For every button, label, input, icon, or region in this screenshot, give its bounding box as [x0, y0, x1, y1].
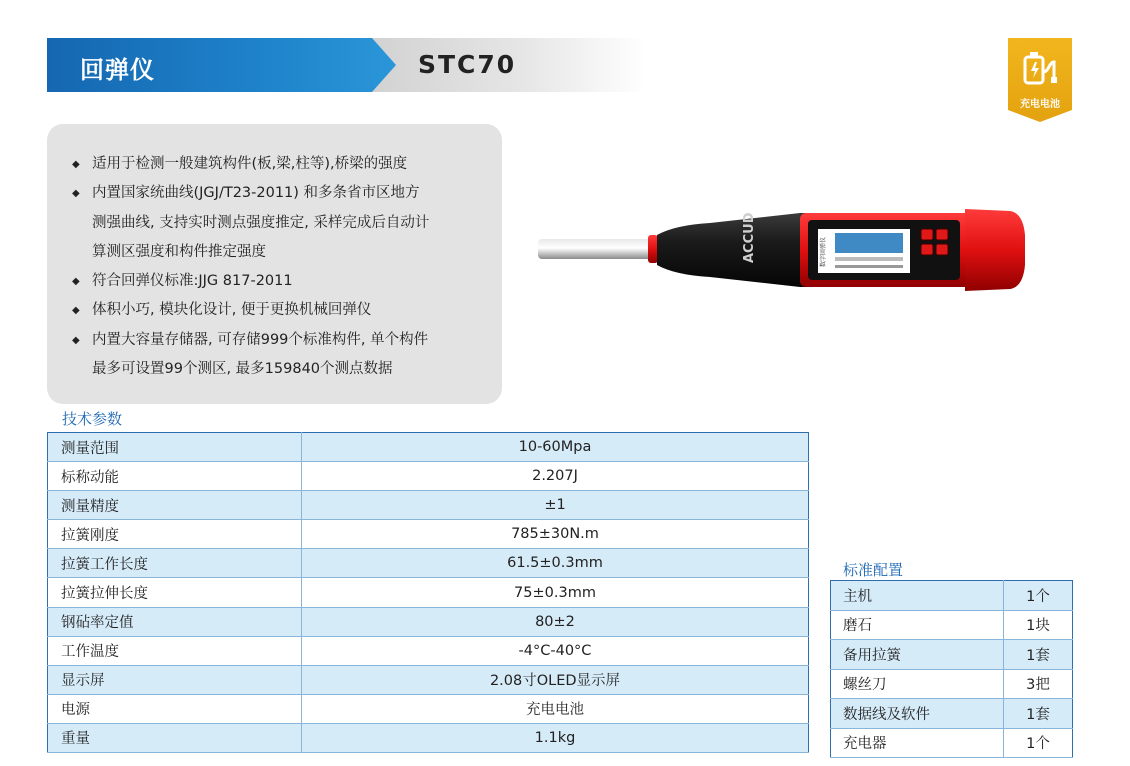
table-row: [48, 462, 809, 491]
table-row: [48, 549, 809, 578]
brand-logo: ACCUD: [742, 212, 757, 263]
row-value: ±1: [302, 491, 809, 520]
row-label: 拉簧刚度: [48, 520, 302, 549]
row-value: 1套: [1004, 699, 1073, 729]
row-value: 1套: [1004, 640, 1073, 670]
specs-heading: 技术参数: [62, 410, 123, 428]
table-row: [48, 433, 809, 462]
table-row: [48, 665, 809, 694]
row-label: 电源: [48, 694, 302, 723]
row-value: 2.08寸OLED显示屏: [302, 665, 809, 694]
row-value: 1个: [1004, 728, 1073, 758]
feature-item: ◆ 适用于检测一般建筑构件(板,梁,柱等),桥梁的强度: [72, 150, 492, 179]
row-value: 61.5±0.3mm: [302, 549, 809, 578]
row-label: 重量: [48, 723, 302, 752]
specs-table: [47, 432, 809, 753]
table-row: [48, 578, 809, 607]
rebound-hammer-image: [535, 205, 1030, 295]
table-row: [48, 723, 809, 752]
table-row: [48, 520, 809, 549]
row-label: 显示屏: [48, 665, 302, 694]
row-value: 2.207J: [302, 462, 809, 491]
row-label: 拉簧拉伸长度: [48, 578, 302, 607]
table-row: [831, 699, 1073, 729]
table-row: [48, 694, 809, 723]
standard-table: [830, 580, 1073, 758]
row-value: 80±2: [302, 607, 809, 636]
standard-heading: 标准配置: [843, 561, 904, 579]
table-row: [831, 640, 1073, 670]
row-label: 主机: [831, 581, 1004, 611]
row-value: 10-60Mpa: [302, 433, 809, 462]
feature-item-continued: 最多可设置99个测区, 最多159840个测点数据: [92, 361, 393, 378]
row-label: 磨石: [831, 610, 1004, 640]
row-label: 测量精度: [48, 491, 302, 520]
row-label: 测量范围: [48, 433, 302, 462]
feature-item-continued: 算测区强度和构件推定强度: [92, 243, 266, 260]
row-label: 备用拉簧: [831, 640, 1004, 670]
row-label: 标称动能: [48, 462, 302, 491]
row-value: 1个: [1004, 581, 1073, 611]
battery-badge-label: 充电电池: [1020, 99, 1060, 110]
table-row: [48, 636, 809, 665]
battery-plug-icon: [1022, 48, 1060, 88]
feature-item: ◆ 符合回弹仪标准:JJG 817-2011: [72, 267, 492, 296]
row-value: 1.1kg: [302, 723, 809, 752]
row-label: 充电器: [831, 728, 1004, 758]
table-row: [831, 669, 1073, 699]
row-label: 工作温度: [48, 636, 302, 665]
row-label: 钢砧率定值: [48, 607, 302, 636]
row-label: 螺丝刀: [831, 669, 1004, 699]
row-value: 75±0.3mm: [302, 578, 809, 607]
feature-item-continued: 测强曲线, 支持实时测点强度推定, 采样完成后自动计: [92, 214, 430, 231]
row-value: 1块: [1004, 610, 1073, 640]
row-value: 785±30N.m: [302, 520, 809, 549]
table-row: [48, 607, 809, 636]
table-row: [831, 728, 1073, 758]
row-label: 数据线及软件: [831, 699, 1004, 729]
table-row: [831, 610, 1073, 640]
features-list: [72, 150, 492, 384]
row-label: 拉簧工作长度: [48, 549, 302, 578]
row-value: 充电电池: [302, 694, 809, 723]
screen-label: 数字回弹仪: [820, 236, 827, 267]
table-row: [48, 491, 809, 520]
page-title: 回弹仪: [80, 56, 155, 84]
row-value: 3把: [1004, 669, 1073, 699]
feature-item: ◆ 体积小巧, 模块化设计, 便于更换机械回弹仪: [72, 296, 492, 325]
feature-item: ◆ 内置国家统曲线(JGJ/T23-2011) 和多条省市区地方: [72, 179, 492, 208]
model-number: STC70: [418, 50, 517, 79]
table-row: [831, 581, 1073, 611]
row-value: -4°C-40°C: [302, 636, 809, 665]
feature-item: ◆ 内置大容量存储器, 可存储999个标准构件, 单个构件: [72, 326, 492, 355]
